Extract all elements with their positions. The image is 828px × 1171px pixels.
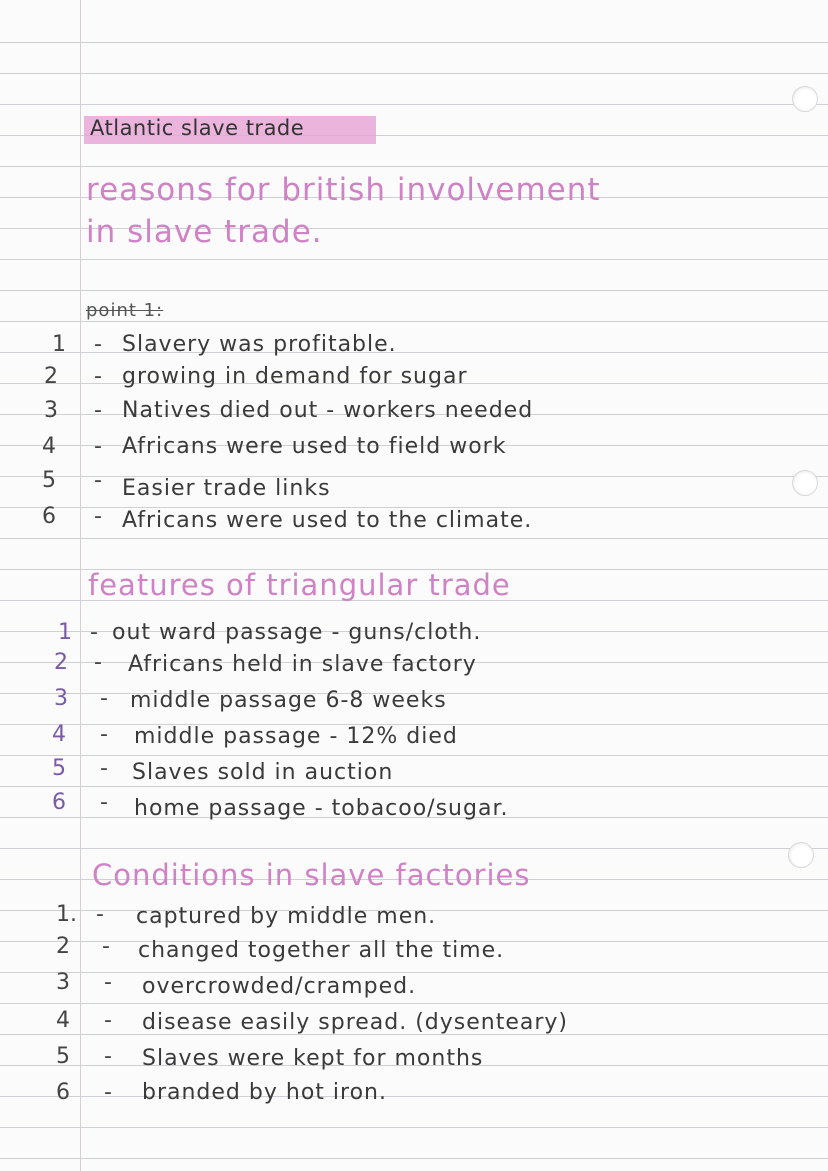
bullet-dash: - <box>96 902 104 927</box>
bullet-dash: - <box>90 620 98 645</box>
bullet-dash: - <box>94 434 102 459</box>
list-item: out ward passage - guns/cloth. <box>112 620 482 645</box>
list-item: Natives died out - workers needed <box>122 398 534 423</box>
bullet-dash: - <box>94 364 102 389</box>
bullet-dash: - <box>102 934 110 959</box>
list-number: 5 <box>52 756 66 781</box>
section1-label: point 1: <box>86 300 164 321</box>
list-item: Slavery was profitable. <box>122 332 397 357</box>
bullet-dash: - <box>100 686 108 711</box>
list-number: 4 <box>52 722 66 747</box>
list-item: captured by middle men. <box>136 904 437 929</box>
list-item: growing in demand for sugar <box>122 364 468 389</box>
section2-heading: features of triangular trade <box>88 568 511 602</box>
section1-heading-line2: in slave trade. <box>86 214 323 250</box>
list-number: 3 <box>44 398 58 423</box>
list-item: Easier trade links <box>122 476 331 501</box>
list-number: 6 <box>42 504 56 529</box>
section1-heading-line1: reasons for british involvement <box>86 172 601 208</box>
list-item: branded by hot iron. <box>142 1080 387 1105</box>
list-number: 1. <box>56 902 77 927</box>
list-number: 1 <box>58 620 72 645</box>
list-number: 5 <box>42 468 56 493</box>
punch-hole <box>792 470 818 496</box>
list-number: 3 <box>56 970 70 995</box>
list-number: 1 <box>52 332 66 357</box>
list-number: 2 <box>44 364 58 389</box>
list-item: Africans were used to field work <box>122 434 507 459</box>
bullet-dash: - <box>94 468 102 493</box>
punch-hole <box>788 842 814 868</box>
list-number: 4 <box>56 1008 70 1033</box>
list-item: overcrowded/cramped. <box>142 974 417 999</box>
list-item: home passage - tobacoo/sugar. <box>134 796 509 821</box>
list-item: Africans held in slave factory <box>128 652 477 677</box>
list-number: 6 <box>52 790 66 815</box>
margin-line <box>80 0 81 1171</box>
list-number: 2 <box>56 934 70 959</box>
punch-hole <box>792 86 818 112</box>
list-item: Africans were used to the climate. <box>122 508 533 533</box>
list-item: middle passage - 12% died <box>134 724 458 749</box>
list-number: 5 <box>56 1044 70 1069</box>
bullet-dash: - <box>94 650 102 675</box>
list-item: disease easily spread. (dysenteary) <box>142 1010 569 1035</box>
list-number: 3 <box>54 686 68 711</box>
bullet-dash: - <box>100 722 108 747</box>
list-item: middle passage 6-8 weeks <box>130 688 447 713</box>
list-item: Slaves were kept for months <box>142 1046 484 1071</box>
section3-heading: Conditions in slave factories <box>92 858 531 892</box>
bullet-dash: - <box>100 790 108 815</box>
bullet-dash: - <box>104 1044 112 1069</box>
page-title: Atlantic slave trade <box>90 116 305 140</box>
list-number: 2 <box>54 650 68 675</box>
bullet-dash: - <box>104 1080 112 1105</box>
bullet-dash: - <box>104 970 112 995</box>
bullet-dash: - <box>100 756 108 781</box>
bullet-dash: - <box>104 1008 112 1033</box>
list-item: changed together all the time. <box>138 938 505 963</box>
list-item: Slaves sold in auction <box>132 760 394 785</box>
bullet-dash: - <box>94 332 102 357</box>
bullet-dash: - <box>94 398 102 423</box>
list-number: 6 <box>56 1080 70 1105</box>
list-number: 4 <box>42 434 56 459</box>
bullet-dash: - <box>94 504 102 529</box>
